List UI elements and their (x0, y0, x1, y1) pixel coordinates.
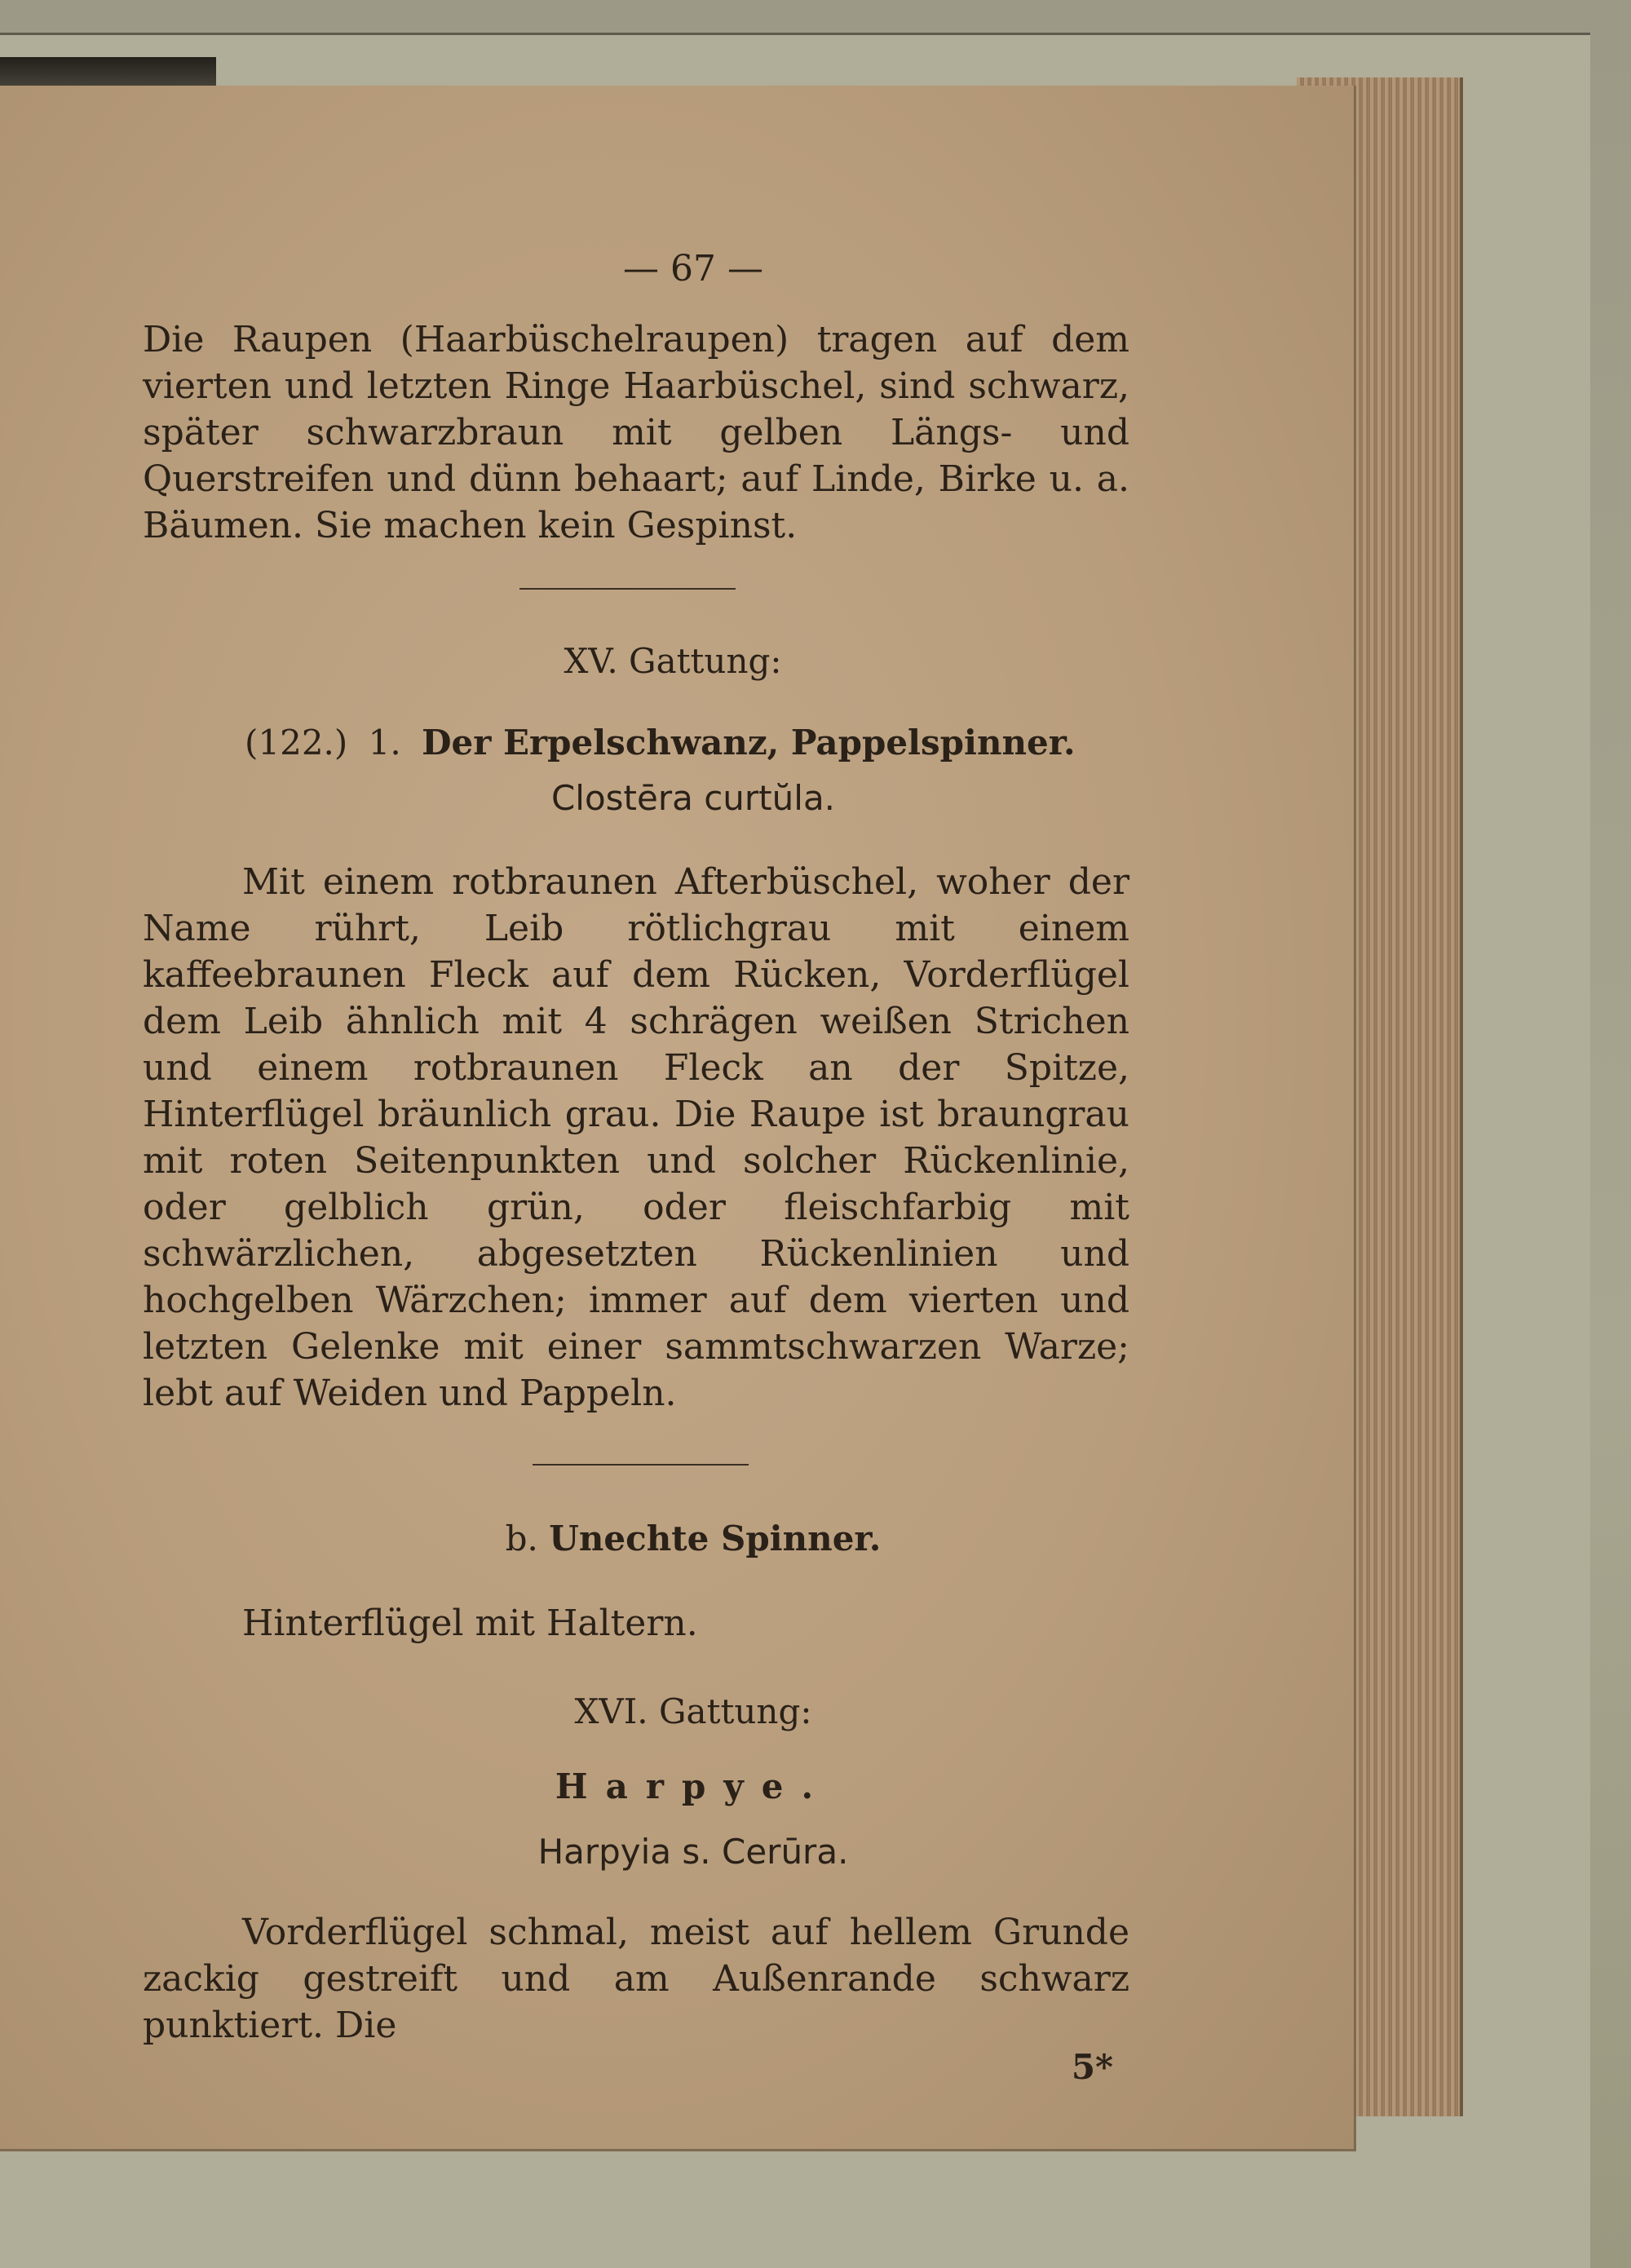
paragraph-caterpillars: Die Raupen (Haarbüschelraupen) tragen auf dem vierten und letzten Ringe Haarbüschel, sind schwarz, später schwarzbraun mit gelben Längs- und Querstreifen und dünn behaart; auf Linde, Birke u. a. Bäumen. Sie machen kein Gespinst. (143, 319, 1129, 546)
section-heading-b (257, 1516, 1129, 1562)
latin-name-harpyia: Harpyia s. Cerūra. (537, 1832, 849, 1872)
book-page (0, 86, 1356, 2151)
species-heading (245, 720, 1129, 766)
species-number: (122.) (245, 723, 348, 763)
signature-mark: 5* (1071, 2047, 1113, 2087)
genus-heading-xv: XV. Gattung: (564, 641, 782, 681)
species-ordinal: 1. (368, 723, 401, 763)
genus-name-harpye: Harpye. (555, 1766, 832, 1806)
section-title: Unechte Spinner. (549, 1519, 882, 1558)
paragraph-forewings: Vorderflügel schmal, meist auf hellem Grunde zackig gestreift und am Außenrande schwarz punktiert. Die (143, 1912, 1129, 2046)
genus-heading-xvi: XVI. Gattung: (574, 1691, 812, 1731)
section-letter: b. (505, 1519, 538, 1558)
section-divider-2 (533, 1464, 749, 1466)
page-text-block (143, 245, 1129, 2086)
section-divider (519, 588, 736, 590)
latin-name-clostera: Clostēra curtŭla. (550, 778, 836, 818)
species-name: Der Erpelschwanz, Pappelspinner. (422, 723, 1076, 763)
page-number: — 67 — (623, 248, 763, 290)
paragraph-description: Mit einem rotbraunen Afterbüschel, woher der Name rührt, Leib rötlichgrau mit einem kaffeebraunen Fleck auf dem Rücken, Vorderflügel dem Leib ähnlich mit 4 schrägen weißen Strichen und einem rotbraunen Fleck an der Spitze, Hinterflügel bräunlich grau. Die Raupe ist braungrau mit roten Seitenpunkten und solcher Rückenlinie, oder gelblich grün, oder fleischfarbig mit schwärzlichen, abgesetzten Rückenlinien und hochgelben Wärzchen; immer auf dem vierten und letzten Gelenke mit einer sammtschwarzen Warze; lebt auf Weiden und Pappeln. (143, 861, 1129, 1414)
feature-line: Hinterflügel mit Haltern. (242, 1603, 698, 1644)
